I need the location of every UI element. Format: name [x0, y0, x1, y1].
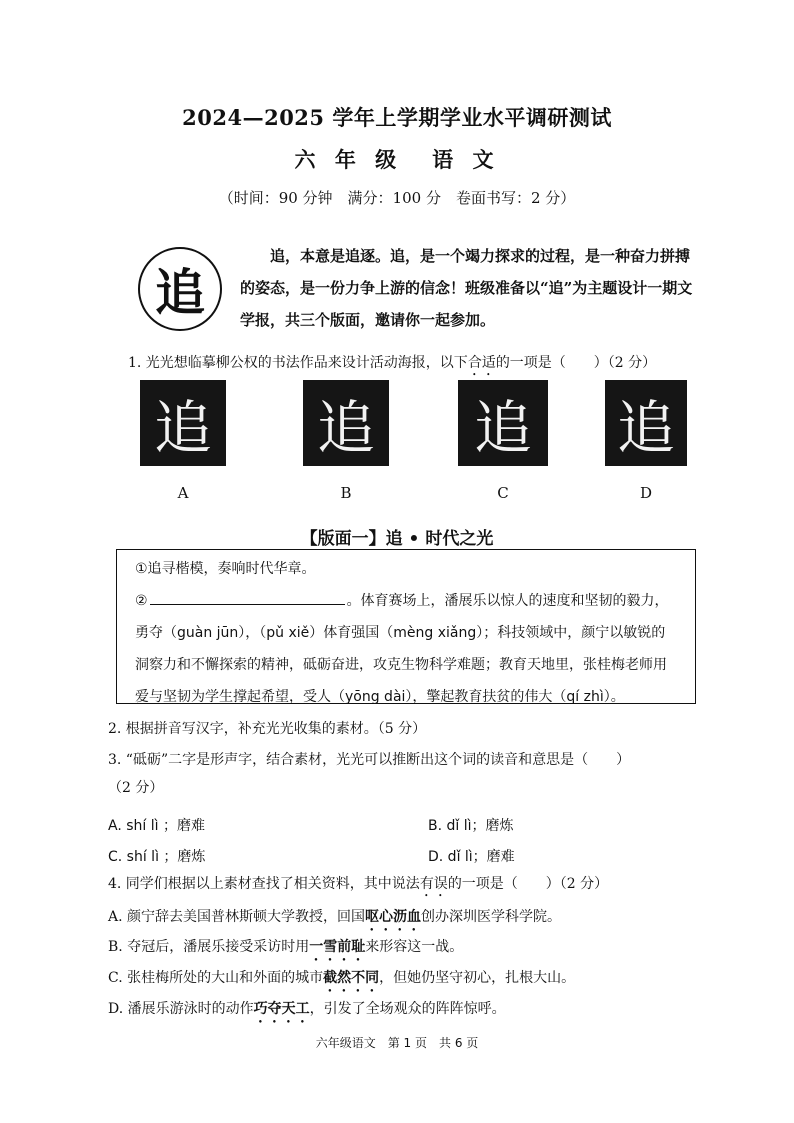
q4c-idiom: 截然不同	[323, 970, 380, 986]
q4-option-d	[108, 998, 506, 1026]
q4d-idiom: 巧夺天工	[253, 1001, 310, 1017]
q3-option-d: D. dǐ lì；磨难	[428, 849, 515, 865]
q1-text: 1. 光光想临摹柳公权的书法作品来设计活动海报，以下	[128, 355, 468, 371]
material-marker: ②	[135, 593, 148, 609]
option-label-d: D	[639, 484, 653, 502]
grade-label: 六 年 级	[294, 147, 403, 172]
q4-option-c	[108, 967, 575, 995]
calligraphy-option-c: 追	[458, 380, 548, 466]
question-4	[108, 873, 608, 900]
q4-text-post: 的一项是（ ）（2 分）	[447, 876, 609, 892]
page-footer: 六年级语文 第 1 页 共 6 页	[315, 1036, 479, 1050]
material-line-1: ①追寻楷模，奏响时代华章。	[135, 561, 316, 577]
q4-option-b	[108, 936, 463, 964]
q4a-idiom: 呕心沥血	[365, 909, 422, 925]
material-line-2	[135, 585, 677, 713]
option-label-c: C	[497, 484, 509, 502]
calligraphy-option-b: 追	[303, 380, 389, 466]
q3-option-a: A. shí lì ；磨难	[108, 818, 205, 834]
q4b-idiom: 一雪前耻	[309, 939, 366, 955]
exam-subtitle	[0, 144, 794, 174]
q3-option-b: B. dǐ lì；磨炼	[428, 818, 514, 834]
fill-blank[interactable]	[150, 586, 345, 605]
q1-tail: 的一项是（ ）（2 分）	[495, 355, 657, 371]
q3-option-c: C. shí lì ；磨炼	[108, 849, 206, 865]
q4b-post: 来形容这一战。	[365, 939, 464, 955]
theme-seal: 追	[138, 247, 222, 331]
section-heading: 【版面一】追 • 时代之光	[300, 529, 494, 549]
question-2: 2. 根据拼音写汉字，补充光光收集的素材。（5 分）	[108, 721, 427, 737]
q4-text-pre: 4. 同学们根据以上素材查找了相关资料，其中说法	[108, 876, 420, 892]
q4c-pre: C. 张桂梅所处的大山和外面的城市	[108, 970, 324, 986]
q4d-pre: D. 潘展乐游泳时的动作	[108, 1001, 254, 1017]
question-1	[128, 352, 708, 379]
q3-text: 3. “砥砺”二字是形声字，结合素材，光光可以推断出这个词的读音和意思是（ ）	[108, 752, 631, 768]
exam-title: 2024—2025 学年上学期学业水平调研测试	[182, 105, 612, 130]
q1-emphasis: 合适	[467, 355, 496, 371]
calligraphy-option-a: 追	[140, 380, 226, 466]
material-box	[116, 549, 696, 704]
material-text: 。体育赛场上，潘展乐以惊人的速度和坚韧的毅力，勇夺（guàn jūn），（pǔ xiě）体育强国（mèng xiǎng）；科技领域中，颜宁以敏锐的洞察力和不懈探索的精神，砥砺奋进，攻克生物科学难题；教育天地里，张桂梅老师用爱与坚韧为学生撑起希望，受人（yōng dài），擎起教育扶贫的伟大（qí zhì）。	[135, 593, 669, 705]
q4d-post: ，引发了全场观众的阵阵惊呼。	[309, 1001, 506, 1017]
option-label-b: B	[340, 484, 352, 502]
q4a-post: 创办深圳医学科学院。	[421, 909, 562, 925]
q4c-post: ，但她仍坚守初心，扎根大山。	[379, 970, 576, 986]
q3-score: （2 分）	[108, 780, 164, 796]
exam-meta: （时间：90 分钟 满分：100 分 卷面书写：2 分）	[218, 189, 576, 207]
calligraphy-options	[140, 380, 690, 502]
question-3	[108, 746, 708, 802]
calligraphy-option-d: 追	[605, 380, 687, 466]
q4-option-a	[108, 906, 561, 934]
subject-label: 语 文	[432, 147, 500, 172]
q4a-pre: A. 颜宁辞去美国普林斯顿大学教授，回国	[108, 909, 366, 925]
option-label-a: A	[177, 484, 189, 502]
intro-paragraph: 追，本意是追逐。追，是一个竭力探求的过程，是一种奋力拼搏的姿态，是一份力争上游的信念！班级准备以“追”为主题设计一期文学报，共三个版面，邀请你一起参加。	[240, 247, 693, 329]
q4-emphasis: 有误	[419, 876, 448, 892]
q4b-pre: B. 夺冠后，潘展乐接受采访时用	[108, 939, 310, 955]
